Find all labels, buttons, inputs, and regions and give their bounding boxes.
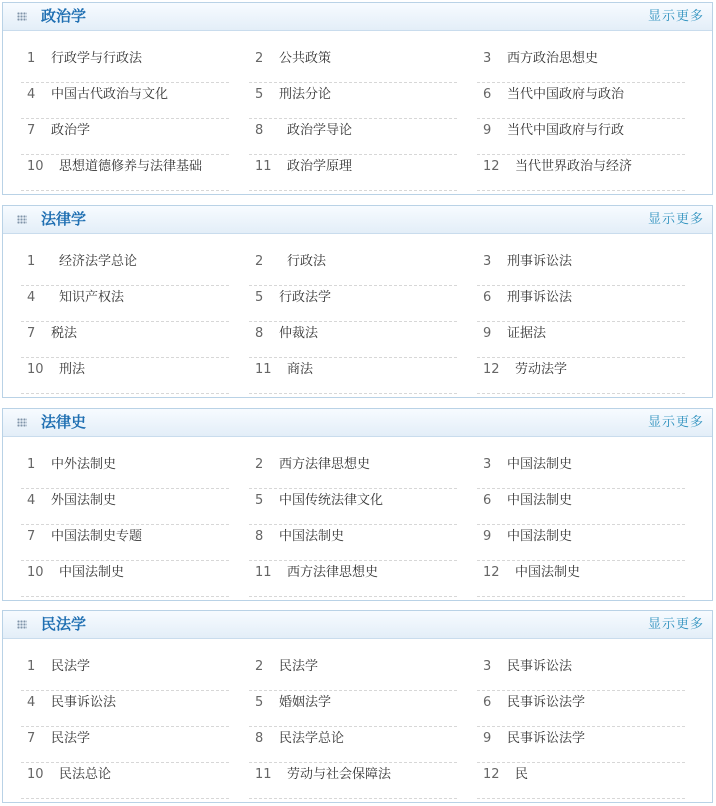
course-title: 政治学原理 bbox=[287, 159, 353, 174]
course-item[interactable] bbox=[249, 286, 457, 322]
course-number: 10 bbox=[27, 565, 44, 580]
course-number: 3 bbox=[483, 659, 492, 674]
show-more-link[interactable]: 显示更多 bbox=[647, 9, 704, 24]
show-more-link[interactable]: 显示更多 bbox=[647, 415, 704, 430]
course-number: 1 bbox=[27, 457, 36, 472]
course-grid bbox=[21, 47, 691, 191]
course-title: 中国法制史专题 bbox=[51, 529, 143, 544]
course-title: 中国法制史 bbox=[515, 565, 581, 580]
course-title: 中国法制史 bbox=[279, 529, 345, 544]
course-title: 民法总论 bbox=[59, 767, 112, 782]
course-title: 中国法制史 bbox=[507, 529, 573, 544]
course-number: 4 bbox=[27, 87, 36, 102]
course-item[interactable] bbox=[21, 489, 229, 525]
course-item[interactable] bbox=[21, 322, 229, 358]
course-number: 3 bbox=[483, 51, 492, 66]
course-title: 经济法学总论 bbox=[59, 254, 138, 269]
course-item[interactable] bbox=[21, 453, 229, 489]
section-header bbox=[3, 409, 712, 437]
course-number: 12 bbox=[483, 362, 500, 377]
section-header bbox=[3, 3, 712, 31]
course-title: 民事诉讼法学 bbox=[507, 731, 586, 746]
course-item[interactable] bbox=[21, 155, 229, 191]
course-item[interactable] bbox=[249, 250, 457, 286]
course-number: 1 bbox=[27, 659, 36, 674]
course-number: 5 bbox=[255, 493, 264, 508]
course-title: 劳动法学 bbox=[515, 362, 568, 377]
course-number: 7 bbox=[27, 731, 36, 746]
course-title: 民事诉讼法 bbox=[51, 695, 117, 710]
course-number: 11 bbox=[255, 565, 272, 580]
course-item[interactable] bbox=[249, 453, 457, 489]
course-item[interactable] bbox=[249, 561, 457, 597]
course-item[interactable] bbox=[249, 727, 457, 763]
course-title: 民法学 bbox=[51, 659, 91, 674]
course-item[interactable] bbox=[477, 655, 685, 691]
course-title: 知识产权法 bbox=[59, 290, 125, 305]
course-title: 劳动与社会保障法 bbox=[287, 767, 392, 782]
course-title: 民法学 bbox=[51, 731, 91, 746]
course-number: 12 bbox=[483, 767, 500, 782]
course-number: 8 bbox=[255, 529, 264, 544]
course-number: 6 bbox=[483, 87, 492, 102]
show-more-link[interactable]: 显示更多 bbox=[647, 212, 704, 227]
course-item[interactable] bbox=[21, 525, 229, 561]
course-item[interactable] bbox=[477, 47, 685, 83]
course-item[interactable] bbox=[477, 727, 685, 763]
course-item[interactable] bbox=[249, 47, 457, 83]
course-item[interactable] bbox=[477, 561, 685, 597]
course-item[interactable] bbox=[477, 250, 685, 286]
course-number: 2 bbox=[255, 254, 264, 269]
course-number: 3 bbox=[483, 457, 492, 472]
course-number: 12 bbox=[483, 159, 500, 174]
course-number: 11 bbox=[255, 159, 272, 174]
course-number: 1 bbox=[27, 51, 36, 66]
course-item[interactable] bbox=[21, 358, 229, 394]
course-title: 婚姻法学 bbox=[279, 695, 332, 710]
course-number: 7 bbox=[27, 123, 36, 138]
course-number: 12 bbox=[483, 565, 500, 580]
course-title: 民法学 bbox=[279, 659, 319, 674]
course-title: 外国法制史 bbox=[51, 493, 117, 508]
course-number: 5 bbox=[255, 290, 264, 305]
course-number: 9 bbox=[483, 731, 492, 746]
section-panel-civil-law bbox=[2, 610, 713, 803]
course-title: 公共政策 bbox=[279, 51, 332, 66]
course-grid bbox=[21, 655, 691, 799]
course-number: 9 bbox=[483, 123, 492, 138]
course-title: 当代世界政治与经济 bbox=[515, 159, 633, 174]
section-title: 政治学 bbox=[41, 7, 87, 25]
course-title: 中外法制史 bbox=[51, 457, 117, 472]
course-title: 行政法 bbox=[287, 254, 327, 269]
course-number: 8 bbox=[255, 123, 264, 138]
course-item[interactable] bbox=[21, 83, 229, 119]
course-title: 西方法律思想史 bbox=[287, 565, 379, 580]
course-title: 刑法 bbox=[59, 362, 86, 377]
course-grid bbox=[21, 453, 691, 597]
course-number: 6 bbox=[483, 290, 492, 305]
course-item[interactable] bbox=[249, 322, 457, 358]
course-number: 8 bbox=[255, 731, 264, 746]
course-item[interactable] bbox=[249, 525, 457, 561]
section-header bbox=[3, 206, 712, 234]
course-title: 当代中国政府与政治 bbox=[507, 87, 625, 102]
course-title: 中国法制史 bbox=[59, 565, 125, 580]
course-number: 2 bbox=[255, 51, 264, 66]
course-title: 刑事诉讼法 bbox=[507, 254, 573, 269]
course-item[interactable] bbox=[249, 655, 457, 691]
course-item[interactable] bbox=[477, 763, 685, 799]
course-item[interactable] bbox=[477, 119, 685, 155]
course-item[interactable] bbox=[21, 47, 229, 83]
course-item[interactable] bbox=[21, 727, 229, 763]
course-title: 刑事诉讼法 bbox=[507, 290, 573, 305]
course-title: 行政法学 bbox=[279, 290, 332, 305]
course-number: 6 bbox=[483, 695, 492, 710]
course-item[interactable] bbox=[21, 286, 229, 322]
show-more-link[interactable]: 显示更多 bbox=[647, 617, 704, 632]
course-title: 商法 bbox=[287, 362, 314, 377]
section-title: 法律学 bbox=[41, 210, 87, 228]
section-panel-legal-history bbox=[2, 408, 713, 601]
course-number: 9 bbox=[483, 326, 492, 341]
course-number: 5 bbox=[255, 87, 264, 102]
course-number: 9 bbox=[483, 529, 492, 544]
course-item[interactable] bbox=[477, 155, 685, 191]
course-title: 中国法制史 bbox=[507, 457, 573, 472]
course-title: 西方法律思想史 bbox=[279, 457, 371, 472]
course-title: 税法 bbox=[51, 326, 78, 341]
grid-dots-icon bbox=[17, 12, 27, 21]
course-number: 2 bbox=[255, 457, 264, 472]
course-item[interactable] bbox=[477, 322, 685, 358]
course-title: 中国古代政治与文化 bbox=[51, 87, 169, 102]
course-item[interactable] bbox=[21, 250, 229, 286]
course-title: 中国传统法律文化 bbox=[279, 493, 384, 508]
course-grid bbox=[21, 250, 691, 394]
course-item[interactable] bbox=[21, 691, 229, 727]
course-title: 民 bbox=[515, 767, 529, 782]
course-item[interactable] bbox=[249, 691, 457, 727]
section-header bbox=[3, 611, 712, 639]
course-number: 10 bbox=[27, 159, 44, 174]
section-title: 法律史 bbox=[41, 413, 87, 431]
grid-dots-icon bbox=[17, 620, 27, 629]
course-title: 民法学总论 bbox=[279, 731, 345, 746]
grid-dots-icon bbox=[17, 418, 27, 427]
course-item[interactable] bbox=[249, 83, 457, 119]
course-number: 10 bbox=[27, 767, 44, 782]
course-item[interactable] bbox=[477, 453, 685, 489]
course-item[interactable] bbox=[249, 155, 457, 191]
course-number: 1 bbox=[27, 254, 36, 269]
course-title: 政治学 bbox=[51, 123, 91, 138]
course-item[interactable] bbox=[477, 489, 685, 525]
section-panel-law bbox=[2, 205, 713, 398]
course-item[interactable] bbox=[477, 525, 685, 561]
course-number: 5 bbox=[255, 695, 264, 710]
course-item[interactable] bbox=[21, 119, 229, 155]
course-item[interactable] bbox=[249, 358, 457, 394]
course-number: 4 bbox=[27, 493, 36, 508]
course-item[interactable] bbox=[249, 763, 457, 799]
course-title: 行政学与行政法 bbox=[51, 51, 143, 66]
course-number: 3 bbox=[483, 254, 492, 269]
course-item[interactable] bbox=[477, 83, 685, 119]
course-title: 证据法 bbox=[507, 326, 547, 341]
course-item[interactable] bbox=[21, 655, 229, 691]
course-item[interactable] bbox=[21, 763, 229, 799]
course-number: 10 bbox=[27, 362, 44, 377]
course-number: 6 bbox=[483, 493, 492, 508]
course-title: 思想道德修养与法律基础 bbox=[59, 159, 203, 174]
course-title: 政治学导论 bbox=[287, 123, 353, 138]
course-title: 仲裁法 bbox=[279, 326, 319, 341]
course-item[interactable] bbox=[477, 691, 685, 727]
course-item[interactable] bbox=[477, 358, 685, 394]
course-title: 民事诉讼法学 bbox=[507, 695, 586, 710]
course-title: 西方政治思想史 bbox=[507, 51, 599, 66]
course-title: 中国法制史 bbox=[507, 493, 573, 508]
course-number: 4 bbox=[27, 695, 36, 710]
course-number: 11 bbox=[255, 767, 272, 782]
section-title: 民法学 bbox=[41, 615, 87, 633]
course-title: 当代中国政府与行政 bbox=[507, 123, 625, 138]
course-title: 民事诉讼法 bbox=[507, 659, 573, 674]
course-number: 4 bbox=[27, 290, 36, 305]
course-number: 2 bbox=[255, 659, 264, 674]
course-number: 8 bbox=[255, 326, 264, 341]
course-title: 刑法分论 bbox=[279, 87, 332, 102]
course-number: 11 bbox=[255, 362, 272, 377]
section-panel-politics bbox=[2, 2, 713, 195]
course-item[interactable] bbox=[249, 119, 457, 155]
course-number: 7 bbox=[27, 326, 36, 341]
course-item[interactable] bbox=[249, 489, 457, 525]
grid-dots-icon bbox=[17, 215, 27, 224]
course-item[interactable] bbox=[21, 561, 229, 597]
course-item[interactable] bbox=[477, 286, 685, 322]
course-number: 7 bbox=[27, 529, 36, 544]
